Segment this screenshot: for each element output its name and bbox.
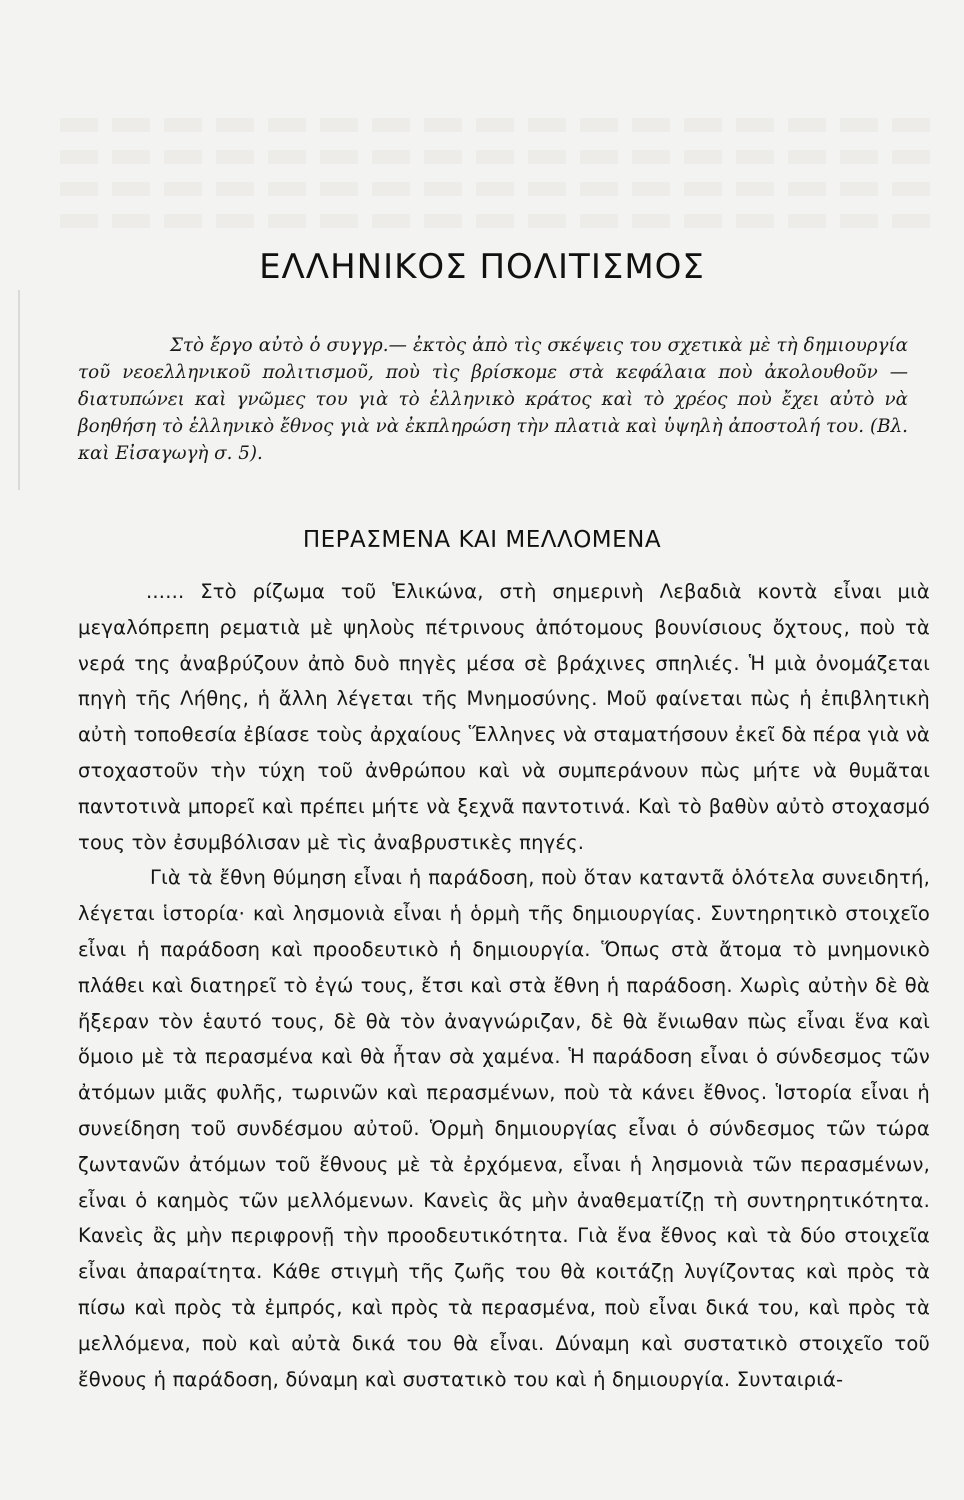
intro-reference: Εἰσαγωγὴ: [115, 443, 209, 464]
body-text: [78, 574, 930, 1397]
section-title: ΕΛΛΗΝΙΚΟΣ ΠΟΛΙΤΙΣΜΟΣ: [259, 247, 705, 287]
bleed-through-line: [60, 118, 930, 132]
bleed-through-line: [60, 214, 930, 228]
intro-note: [78, 332, 908, 467]
margin-mark: [18, 290, 20, 490]
subsection-title: ΠΕΡΑΣΜΕΝΑ ΚΑΙ ΜΕΛΛΟΜΕΝΑ: [302, 527, 662, 553]
bleed-through-line: [60, 150, 930, 164]
bleed-through-line: [60, 182, 930, 196]
intro-reference-suffix: σ. 5).: [208, 443, 263, 464]
paragraph-1: ...... Στὸ ρίζωμα τοῦ Ἑλικώνα, στὴ σημερινὴ Λεβαδιὰ κοντὰ εἶναι μιὰ μεγαλόπρεπη ρεματιὰ μὲ ψηλοὺς πέτρινους ἀπότομους βουνίσιους ὄχτους, ποὺ τὰ νερά της ἀναβρύζουν ἀπὸ δυὸ πηγὲς μέσα σὲ βράχινες σπηλιές. Ἡ μιὰ ὀνομάζεται πηγὴ τῆς Λήθης, ἡ ἄλλη λέγεται τῆς Μνημοσύνης. Μοῦ φαίνεται πὼς ἡ ἐπιβλητικὴ αὐτὴ τοποθεσία ἐβίασε τοὺς ἀρχαίους Ἕλληνες νὰ σταματήσουν ἐκεῖ δὰ πέρα γιὰ νὰ στοχαστοῦν τὴν τύχη τοῦ ἀνθρώπου καὶ νὰ συμπεράνουν πὼς μήτε νὰ θυμᾶται παντοτινὰ μπορεῖ καὶ πρέπει μήτε νὰ ξεχνᾶ παντοτινά. Καὶ τὸ βαθὺν αὐτὸ στοχασμό τους τὸν ἐσυμβόλισαν μὲ τὶς ἀναβρυστικὲς πηγές.: [78, 580, 930, 854]
intro-text: Στὸ ἔργο αὐτὸ ὁ συγγρ.— ἐκτὸς ἀπὸ τὶς σκέψεις του σχετικὰ μὲ τὴ δημιουργία τοῦ νεοελληνικοῦ πολιτισμοῦ, ποὺ τὶς βρίσκομε στὰ κεφάλαια ποὺ ἀκολουθοῦν — διατυπώνει καὶ γνῶμες του γιὰ τὸ ἑλληνικὸ κράτος καὶ τὸ χρέος ποὺ ἔχει αὐτὸ νὰ βοηθήση τὸ ἑλληνικὸ ἔθνος γιὰ νὰ ἐκπληρώση τὴν πλατιὰ καὶ ὑψηλὴ ἀποστολή του. (Βλ. καὶ: [78, 335, 908, 464]
paragraph-2: Γιὰ τὰ ἔθνη θύμηση εἶναι ἡ παράδοση, ποὺ ὅταν καταντᾶ ὁλότελα συνειδητή, λέγεται ἱστορία· καὶ λησμονιὰ εἶναι ἡ ὁρμὴ τῆς δημιουργίας. Συντηρητικὸ στοιχεῖο εἶναι ἡ παράδοση καὶ προοδευτικὸ ἡ δημιουργία. Ὅπως στὰ ἄτομα τὸ μνημονικὸ πλάθει καὶ διατηρεῖ τὸ ἐγώ τους, ἔτσι καὶ στὰ ἔθνη ἡ παράδοση. Χωρὶς αὐτὴν δὲ θὰ ἤξεραν τὸν ἑαυτό τους, δὲ θὰ τὸν ἀναγνώριζαν, δὲ θὰ ἔνιωθαν πὼς εἶναι ἕνα καὶ ὅμοιο μὲ τὰ περασμένα καὶ θὰ ἦταν σὰ χαμένα. Ἡ παράδοση εἶναι ὁ σύνδεσμος τῶν ἀτόμων μιᾶς φυλῆς, τωρινῶν καὶ περασμένων, ποὺ τὰ κάνει ἔθνος. Ἱστορία εἶναι ἡ συνείδηση τοῦ συνδέσμου αὐτοῦ. Ὁρμὴ δημιουργίας εἶναι ὁ σύνδεσμος τῶν τώρα ζωντανῶν ἀτόμων τοῦ ἔθνους μὲ τὰ ἐρχόμενα, εἶναι ἡ λησμονιὰ τῶν περασμένων, εἶναι ὁ καημὸς τῶν μελλόμενων. Κανεὶς ἂς μὴν ἀναθεματίζῃ τὴ συντηρητικότητα. Κανεὶς ἂς μὴν περιφρονῇ τὴν προοδευτικότητα. Γιὰ ἕνα ἔθνος καὶ τὰ δύο στοιχεῖα εἶναι ἀπαραίτητα. Κάθε στιγμὴ τῆς ζωῆς του θὰ κοιτάζῃ λυγίζοντας καὶ πρὸς τὰ πίσω καὶ πρὸς τὰ ἐμπρός, καὶ πρὸς τὰ περασμένα, ποὺ εἶναι δικά του, καὶ πρὸς τὰ μελλόμενα, ποὺ καὶ αὐτὰ δικά του θὰ εἶναι. Δύναμη καὶ συστατικὸ στοιχεῖο τοῦ ἔθνους ἡ παράδοση, δύναμη καὶ συστατικὸ του καὶ ἡ δημιουργία. Συνταιριά-: [78, 866, 930, 1391]
